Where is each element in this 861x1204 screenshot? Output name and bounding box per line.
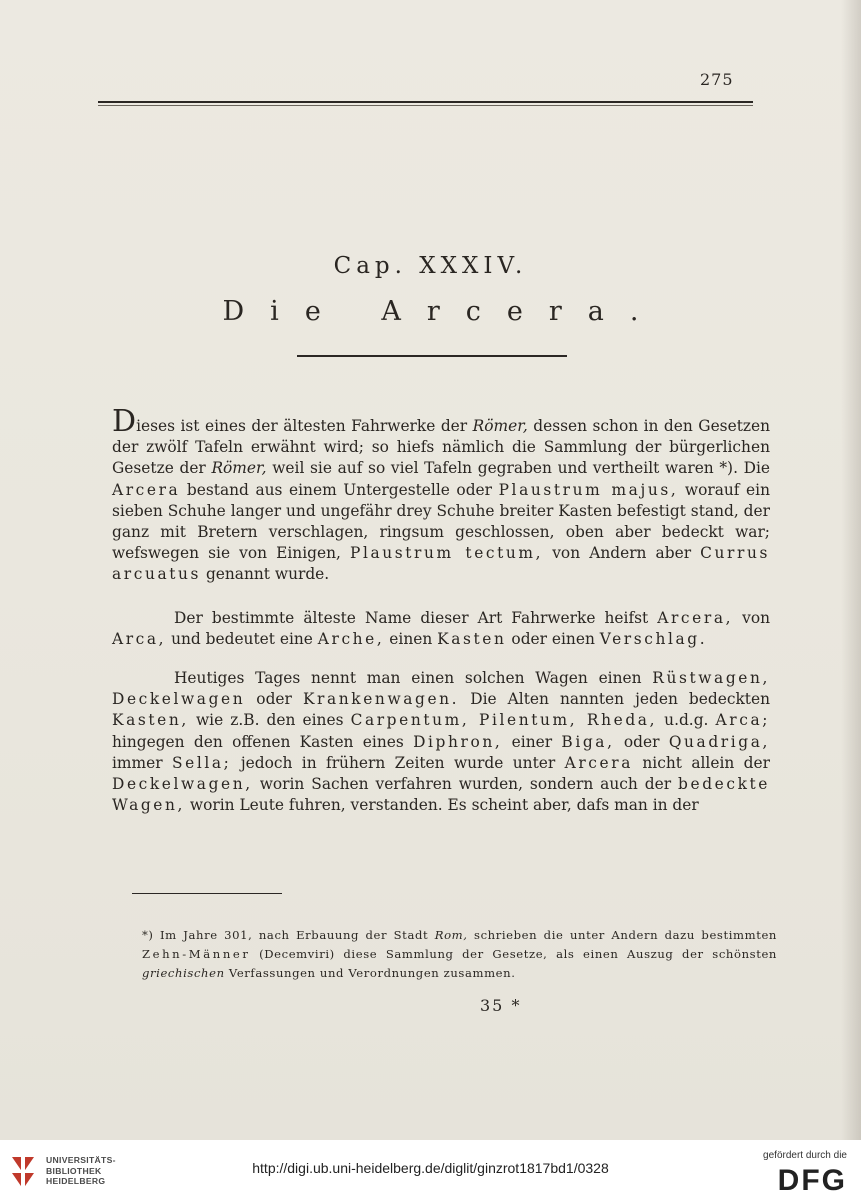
body-text <box>112 404 771 816</box>
page-number: 275 <box>700 70 734 89</box>
term-arcera: Arcera <box>112 480 181 499</box>
dfg-logo: DFG <box>777 1164 847 1197</box>
footnote-rule <box>132 893 282 894</box>
chapter-title: Die Arcera. <box>222 296 665 327</box>
header-rule-thin <box>98 105 753 106</box>
paragraph-1: Dieses ist eines der ältesten Fahrwerke der Römer, dessen schon in den Gesetzen der zwölf Tafeln erwähnt wird; so hiefs nämlich die Sammlung der bürgerlichen Gesetze der Römer, weil sie auf so viel Tafeln gegraben und vertheilt waren *). Die Arcera bestand aus einem Untergestelle oder Plaustrum majus, worauf ein sieben Schuhe langer und ungefähr drey Schuhe breiter Kasten befestigt stand, der ganz mit Bretern verschlagen, ringsum geschlossen, oben aber bedeckt war; wefswegen sie von Einigen, Plaustrum tectum, von Andern aber Currus arcuatus genannt wurde. <box>112 404 771 584</box>
paragraph-3: Heutiges Tages nennt man einen solchen Wagen einen Rüstwagen, Deckelwagen oder Krankenwagen. Die Alten nannten jeden bedeckten Kasten, wie z.B. den eines Carpentum, Pilentum, Rheda, u.d.g. Arca; hingegen den offenen Kasten eines Diphron, einer Biga, oder Quadriga, immer Sella; jedoch in frühern Zeiten wurde unter Arcera nicht allein der Deckelwagen, worin Sachen verfahren wurden, sondern auch der bedeckte Wagen, worin Leute fuhren, verstanden. Es scheint aber, dafs man in der <box>112 669 771 815</box>
footer-bar <box>0 1140 861 1204</box>
term-currus-arcuatus: Currus arcuatus <box>112 544 770 584</box>
footnote: *) Im Jahre 301, nach Erbauung der Stadt Rom, schrieben die unter Andern dazu bestimmten Zehn-Männer (Decemviri) diese Sammlung der Gesetze, als einen Auszug der schönsten griechischen Verfassungen und Verordnungen zusammen. <box>142 928 777 980</box>
initial-letter: D <box>112 404 137 439</box>
term-plaustrum-tectum: Plaustrum tectum, <box>350 544 544 563</box>
library-name: UNIVERSITÄTS- BIBLIOTHEK HEIDELBERG <box>46 1155 116 1187</box>
term-plaustrum-majus: Plaustrum majus, <box>498 480 679 499</box>
header-rule <box>98 101 753 103</box>
chapter-number: Cap. XXXIV. <box>333 253 528 279</box>
paragraph-2: Der bestimmte älteste Name dieser Art Fahrwerke heifst Arcera, von Arca, und bedeutet eine Arche, einen Kasten oder einen Verschlag. <box>112 608 771 648</box>
title-divider <box>297 355 567 357</box>
signature-mark: 35 * <box>480 996 522 1015</box>
permalink-url[interactable]: http://digi.ub.uni-heidelberg.de/diglit/ginzrot1817bd1/0328 <box>252 1160 609 1176</box>
funded-by-label: gefördert durch die <box>763 1150 847 1161</box>
